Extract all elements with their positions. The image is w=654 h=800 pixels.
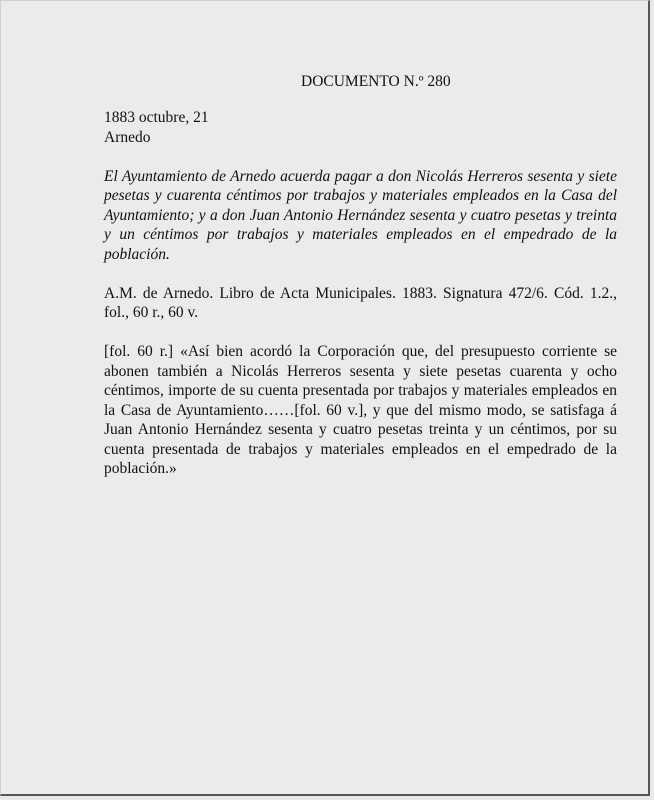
document-place: Arnedo bbox=[104, 128, 151, 146]
document-title: DOCUMENTO N.º 280 bbox=[301, 73, 451, 90]
document-date: 1883 octubre, 21 bbox=[104, 109, 209, 126]
spacer bbox=[104, 264, 617, 284]
document-source: A.M. de Arnedo. Libro de Acta Municipales. 1883. Signatura 472/6. Cód. 1.2., fol., 60 r., 60 v. bbox=[104, 284, 617, 321]
spacer bbox=[104, 323, 617, 343]
spacer bbox=[104, 147, 617, 167]
document-transcription: [fol. 60 r.] «Así bien acordó la Corporación que, del presupuesto corriente se abonen también a Nicolás Herreros sesenta y siete pesetas cuarenta y ocho céntimos, importe de su cuenta presentada por trabajos y materiales empleados en la Casa de Ayuntamiento……[fol. 60 v.], y que del mismo modo, se satisfaga á Juan Antonio Hernández sesenta y cuatro pesetas treinta y un céntimos, por su cuenta presentada de trabajos y materiales empleados en el empedrado de la población.» bbox=[104, 343, 617, 477]
document-content bbox=[104, 108, 617, 479]
document-summary: El Ayuntamiento de Arnedo acuerda pagar a don Nicolás Herreros sesenta y siete pesetas y cuarenta céntimos por trabajos y materiales empleados en la Casa del Ayuntamiento; y a don Juan Antonio Hernández sesenta y cuatro pesetas y treinta y un céntimos por trabajos y materiales empleados en el empedrado de la población. bbox=[104, 167, 617, 263]
